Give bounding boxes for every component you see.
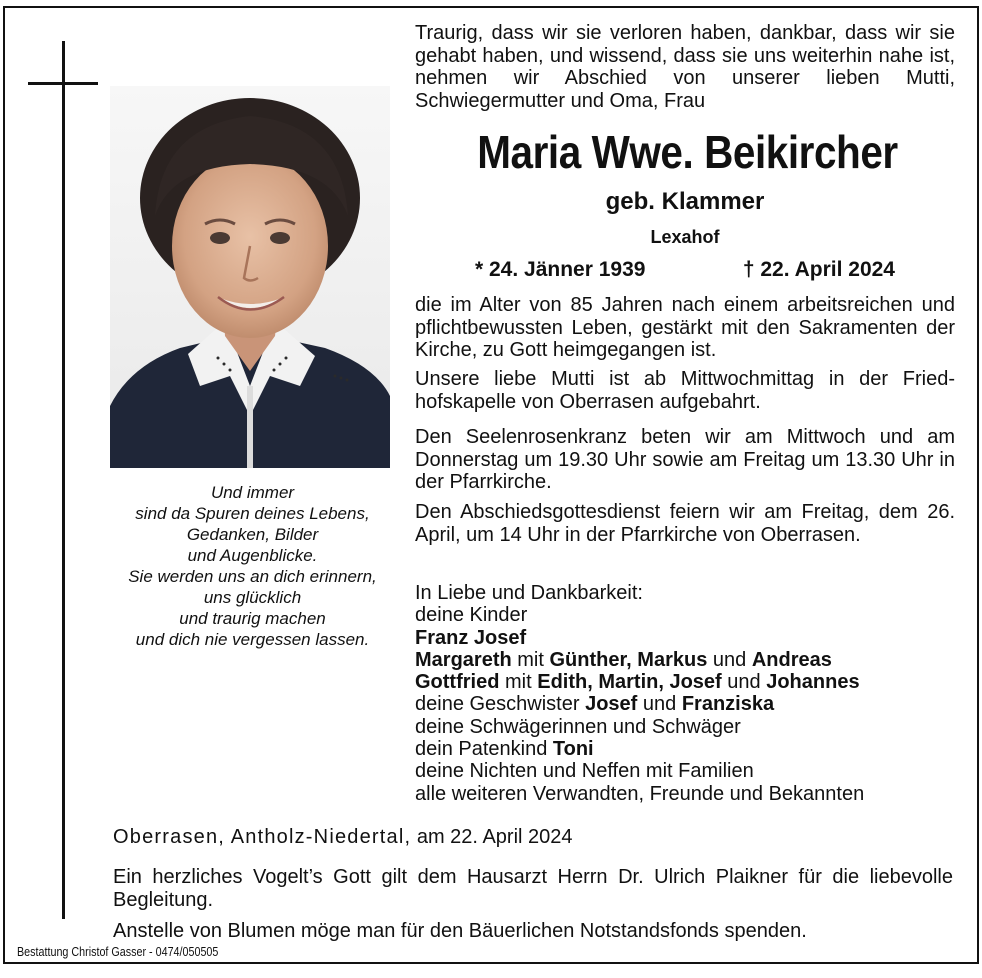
- poem-line: und dich nie vergessen lassen.: [135, 630, 370, 649]
- poem-line: Und immer: [210, 483, 295, 502]
- family-name: Günther, Markus: [549, 648, 708, 671]
- donation-note: Anstelle von Blumen möge man für den Bäuerlichen Notstandsfonds spenden.: [113, 920, 807, 942]
- family-line-siblings: [415, 693, 955, 715]
- family-name: Josef: [585, 693, 638, 716]
- family-name: Johannes: [766, 671, 860, 694]
- family-connector: mit: [505, 671, 532, 694]
- poem-line: Sie werden uns an dich erinnern,: [128, 567, 377, 586]
- family-connector: dein Patenkind: [415, 738, 548, 761]
- family-list: [415, 582, 955, 805]
- family-name: Gottfried: [415, 671, 500, 694]
- cross-horizontal-beam: [28, 82, 98, 85]
- undertaker-credit: Bestattung Christof Gasser - 0474/050505: [17, 945, 219, 959]
- date: am 22. April 2024: [416, 826, 573, 848]
- paragraph-funeral: Den Abschiedsgottesdienst feiern wir am Freitag, dem 26. April, um 14 Uhr in der Pfarrkirche von Oberrasen.: [415, 501, 955, 546]
- deceased-name: Maria Wwe. Beikircher: [477, 126, 898, 178]
- poem-line: und Augenblicke.: [187, 546, 318, 565]
- family-line-others: alle weiteren Verwandten, Freunde und Bekannten: [415, 782, 865, 805]
- poem-line: und traurig machen: [179, 609, 326, 628]
- poem-line: sind da Spuren deines Lebens,: [135, 504, 370, 523]
- family-name: Franz Josef: [415, 626, 527, 649]
- poem-line: uns glücklich: [203, 588, 302, 607]
- family-name: Toni: [552, 738, 594, 761]
- paragraph-age: die im Alter von 85 Jahren nach einem arbeitsreichen und pflichtbewussten Leben, gestärkt mit den Sakramenten der Kirche, zu Gott heimgegangen ist.: [415, 294, 955, 361]
- place-and-date: [113, 826, 953, 849]
- farm-name: Lexahof: [650, 227, 720, 247]
- family-name: Andreas: [751, 648, 832, 671]
- family-line-gottfried: [415, 671, 955, 693]
- death-date: † 22. April 2024: [742, 258, 895, 281]
- intro-text: Traurig, dass wir sie verloren haben, dankbar, dass wir sie gehabt haben, und wissend, dass sie uns weiterhin nahe ist, nehmen wir Abschied von unserer lieben Mutti, Schwiegermutter und Oma, Frau: [415, 22, 955, 112]
- family-line-margareth: [415, 649, 955, 671]
- family-name: Franziska: [681, 693, 775, 716]
- family-line-godchild: [415, 738, 955, 760]
- family-connector: deine Geschwister: [415, 693, 580, 716]
- obituary-notice: [3, 6, 979, 964]
- family-line-inlaws: deine Schwägerinnen und Schwäger: [415, 715, 741, 738]
- birth-date: * 24. Jänner 1939: [475, 258, 646, 281]
- paragraph-rosary: Den Seelenrosenkranz beten wir am Mittwoch und am Donnerstag um 19.30 Uhr sowie am Freitag um 13.30 Uhr in der Pfarrkirche.: [415, 426, 955, 493]
- family-connector: und: [727, 671, 761, 694]
- family-line-nieces: deine Nichten und Neffen mit Familien: [415, 760, 754, 783]
- paragraph-viewing: Unsere liebe Mutti ist ab Mittwochmittag in der Friedhofskapelle von Oberrasen aufgebahrt.: [415, 368, 955, 413]
- portrait-photo: [110, 86, 390, 468]
- cross-vertical-beam: [62, 41, 65, 919]
- family-name: Edith, Martin, Josef: [537, 671, 722, 694]
- family-connector: mit: [517, 648, 544, 671]
- family-name: Margareth: [415, 648, 512, 671]
- family-connector: und: [642, 693, 677, 716]
- children-label: deine Kinder: [415, 604, 528, 627]
- poem-line: Gedanken, Bilder: [186, 525, 319, 544]
- birth-name: geb. Klammer: [605, 188, 765, 215]
- life-dates: [475, 257, 895, 282]
- family-line-franz: [415, 627, 955, 649]
- memorial-poem: [105, 482, 400, 650]
- family-intro: In Liebe und Dankbarkeit:: [415, 582, 643, 604]
- thanks-text: Ein herzliches Vogelt’s Gott gilt dem Hausarzt Herrn Dr. Ulrich Plaikner für die liebevolle Begleitung.: [113, 866, 953, 911]
- family-connector: und: [712, 648, 747, 671]
- place: Oberrasen, Antholz-Niedertal,: [113, 826, 412, 848]
